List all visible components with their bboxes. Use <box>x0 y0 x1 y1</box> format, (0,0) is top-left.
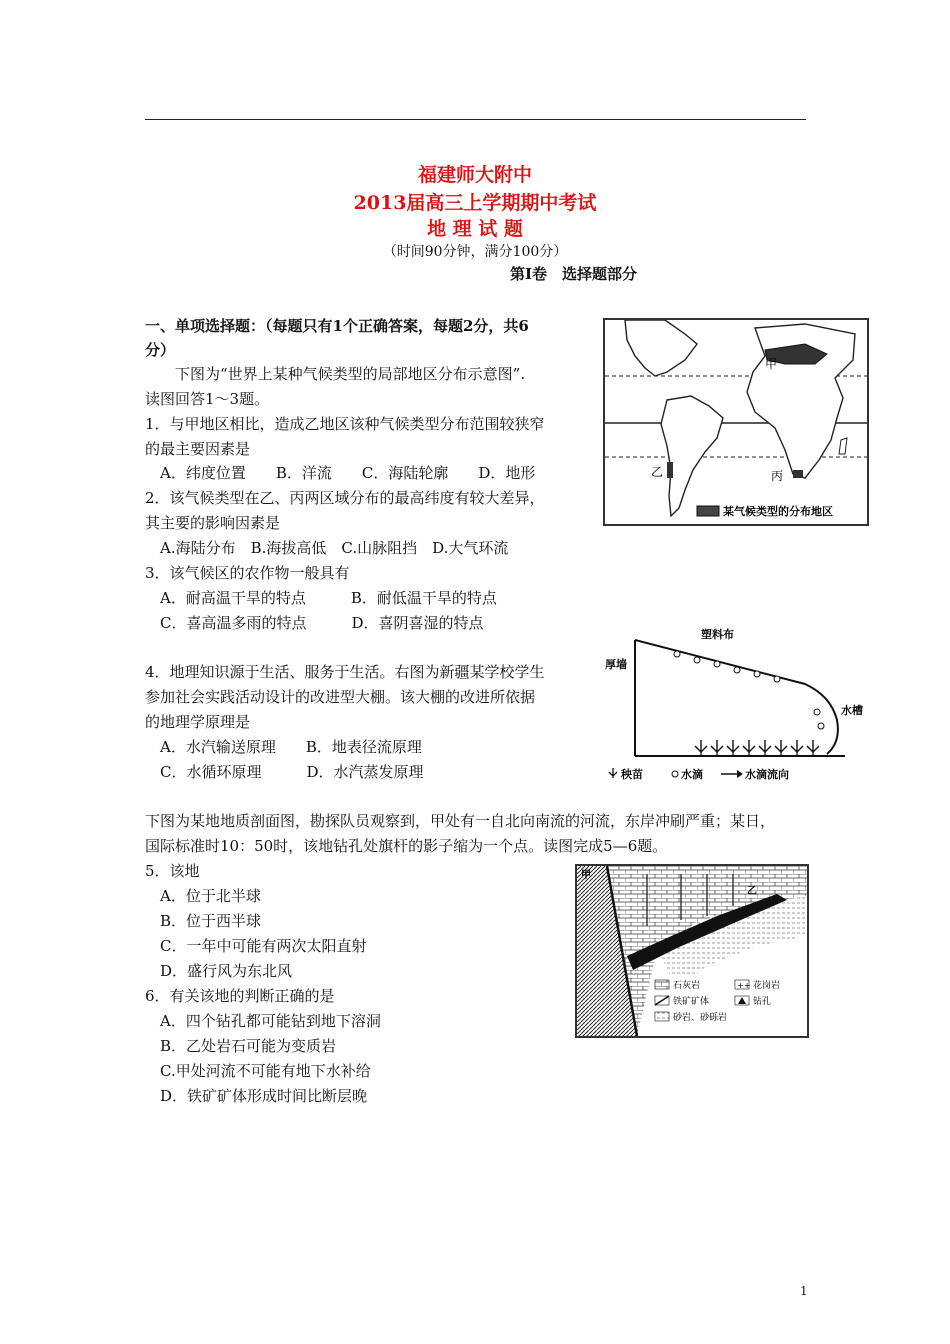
q4-line3: 的地理学原理是 <box>145 713 251 731</box>
q5-option-b: B．位于西半球 <box>160 912 262 930</box>
geology-legend-limestone: 石灰岩 <box>673 981 701 991</box>
map-legend-swatch <box>697 506 719 516</box>
q2-line1: 2．该气候类型在乙、丙两区域分布的最高纬度有较大差异， <box>145 489 545 507</box>
q6-option-c: C.甲处河流不可能有地下水补给 <box>160 1062 371 1080</box>
map-legend-label: 某气候类型的分布地区 <box>723 505 833 518</box>
page-number: 1 <box>800 1284 808 1298</box>
q5-option-d: D．盛行风为东北风 <box>160 962 293 980</box>
greenhouse-figure <box>605 624 875 782</box>
geology-legend-iron: 铁矿矿体 <box>673 997 710 1007</box>
q1-options: A．纬度位置 B．洋流 C．海陆轮廓 D．地形 <box>160 464 536 482</box>
q5-stem: 5．该地 <box>145 862 200 880</box>
greenhouse-trough-label: 水槽 <box>841 704 863 717</box>
school-title: 福建师大附中 <box>417 164 532 186</box>
section-heading-line1: 一、单项选择题：（每题只有1个正确答案，每题2分，共6 <box>145 317 529 335</box>
svg-text:++: ++ <box>737 981 751 990</box>
q3-stem: 3．该气候区的农作物一般具有 <box>145 564 350 582</box>
geology-legend-drill: 钻孔 <box>753 997 772 1007</box>
top-rule <box>145 119 806 120</box>
intro56-line1: 下图为某地地质剖面图，勘探队员观察到，甲处有一自北向南流的河流，东岸冲刷严重；某日， <box>145 812 776 830</box>
time-note: （时间90分钟，满分100分） <box>382 244 568 260</box>
greenhouse-plastic-label: 塑料布 <box>701 628 734 641</box>
intro56-line2: 国际标准时10：50时，该地钻孔处旗杆的影子缩为一个点。读图完成5—6题。 <box>145 837 668 855</box>
greenhouse-legend-flow: 水滴流向 <box>745 768 789 781</box>
greenhouse-legend-seedling: 秧苗 <box>621 768 643 781</box>
q4-options-1: A．水汽输送原理 B．地表径流原理 <box>160 738 422 756</box>
section-heading-line2: 分） <box>145 341 176 359</box>
geology-figure <box>575 864 809 1038</box>
climate-map-svg <box>605 320 867 524</box>
q1-line2: 的最主要因素是 <box>145 440 251 458</box>
subject-title: 地 理 试 题 <box>427 218 523 240</box>
map-label-bing: 丙 <box>771 469 784 483</box>
q1-line1: 1．与甲地区相比，造成乙地区该种气候类型分布范围较狭窄 <box>145 415 545 433</box>
greenhouse-svg <box>605 624 875 782</box>
q3-options-1: A．耐高温干旱的特点 B．耐低温干旱的特点 <box>160 589 497 607</box>
q6-stem: 6．有关该地的判断正确的是 <box>145 987 335 1005</box>
exam-title: 2013届高三上学期期中考试 <box>353 192 597 214</box>
greenhouse-wall-label: 厚墙 <box>605 658 627 671</box>
q4-options-2: C．水循环原理 D．水汽蒸发原理 <box>160 763 424 781</box>
q5-option-a: A．位于北半球 <box>160 887 261 905</box>
part-heading: 第Ⅰ卷 选择题部分 <box>510 265 638 283</box>
geology-legend-sand: 砂岩、砂砾岩 <box>673 1013 728 1023</box>
geology-label-jia: 甲 <box>581 870 591 881</box>
map-label-jia: 甲 <box>765 357 778 371</box>
greenhouse-legend-drop: 水滴 <box>681 768 703 781</box>
intro-line1: 下图为“世界上某种气候类型的局部地区分布示意图”. <box>175 365 526 383</box>
intro-line2: 读图回答1～3题。 <box>145 390 270 408</box>
q5-option-c: C．一年中可能有两次太阳直射 <box>160 937 367 955</box>
q4-line2: 参加社会实践活动设计的改进型大棚。该大棚的改进所依据 <box>145 688 536 706</box>
map-label-yi: 乙 <box>651 465 664 479</box>
geology-legend-granite: 花岗岩 <box>753 981 781 991</box>
q2-options: A.海陆分布 B.海拔高低 C.山脉阻挡 D.大气环流 <box>160 539 509 557</box>
q6-option-d: D．铁矿矿体形成时间比断层晚 <box>160 1087 368 1105</box>
geology-svg <box>577 866 807 1036</box>
q6-option-a: A．四个钻孔都可能钻到地下溶洞 <box>160 1012 381 1030</box>
q6-option-b: B．乙处岩石可能为变质岩 <box>160 1037 337 1055</box>
climate-map-figure <box>603 318 869 526</box>
geology-label-yi: 乙 <box>747 886 757 897</box>
q2-line2: 其主要的影响因素是 <box>145 514 281 532</box>
q3-options-2: C．喜高温多雨的特点 D．喜阴喜湿的特点 <box>160 614 484 632</box>
q4-line1: 4．地理知识源于生活、服务于生活。右图为新疆某学校学生 <box>145 663 545 681</box>
